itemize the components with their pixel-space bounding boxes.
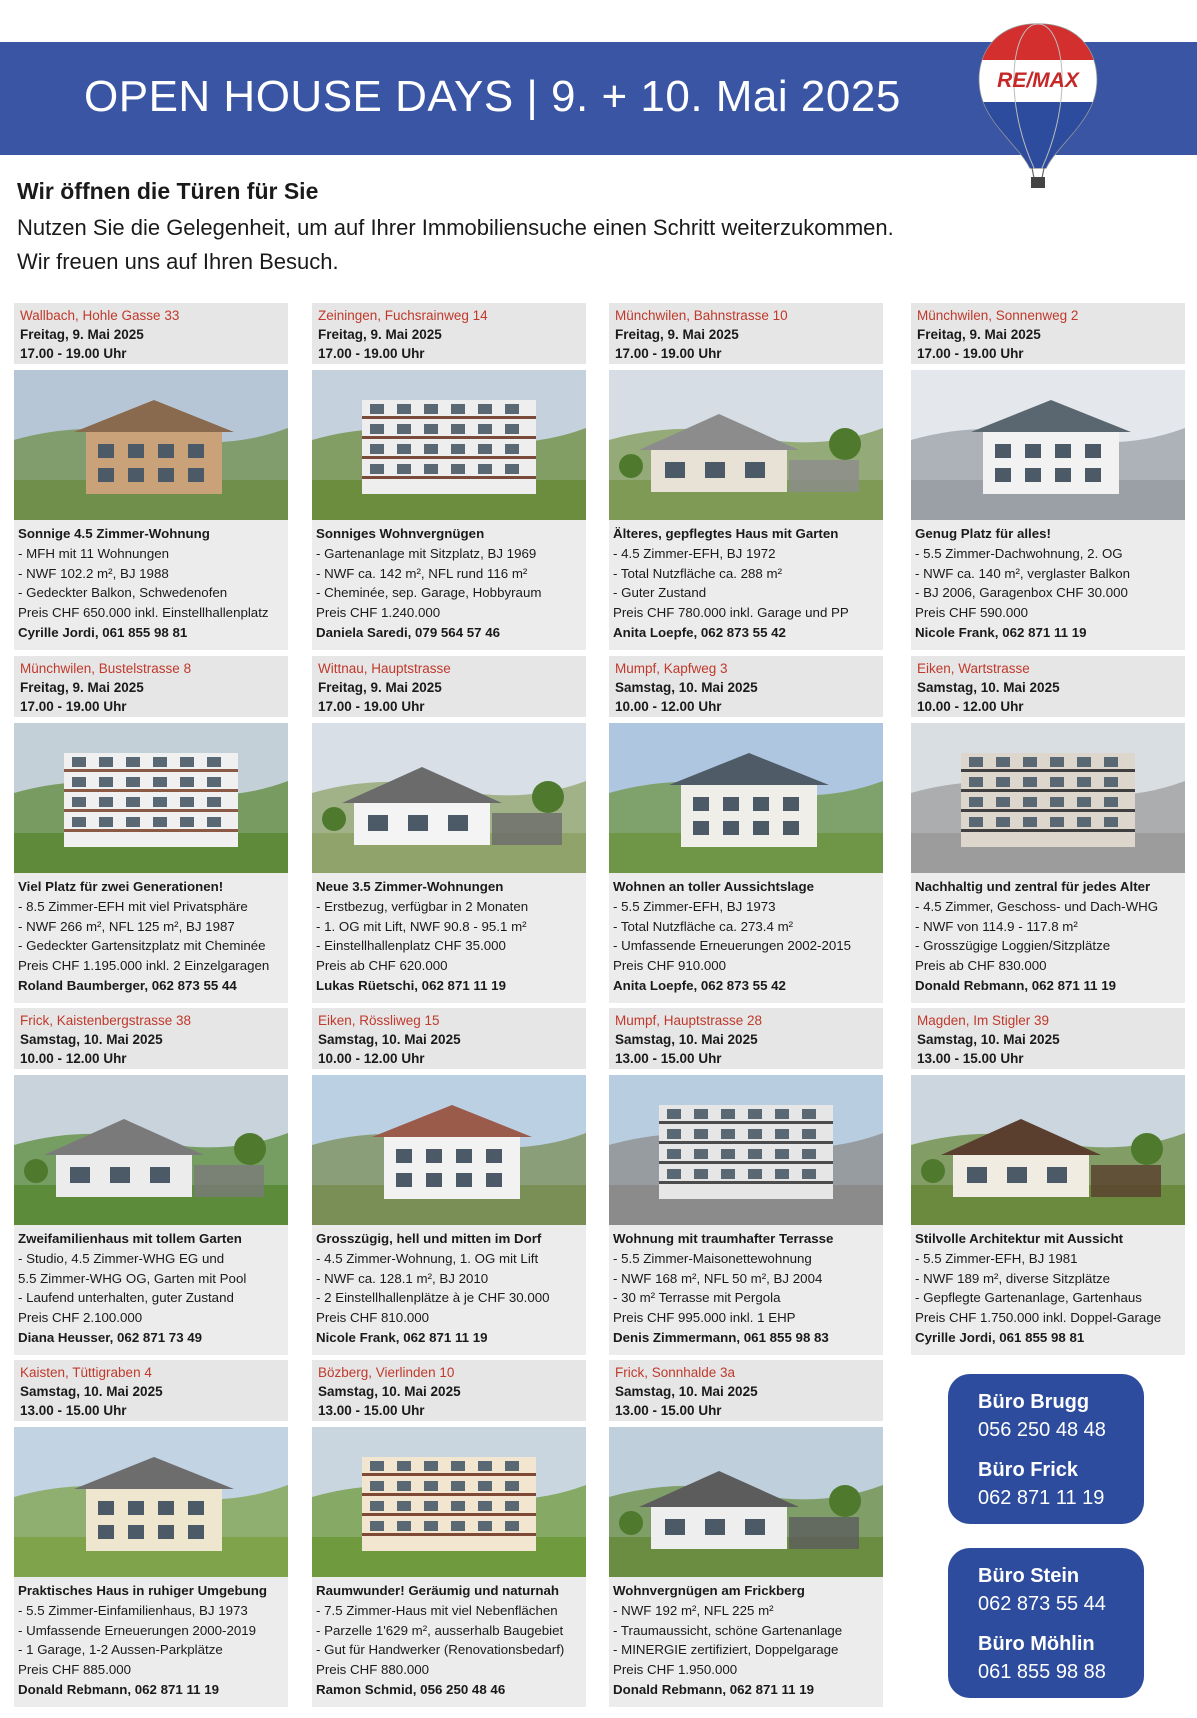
listing-location: Frick, Sonnhalde 3a <box>615 1365 736 1380</box>
listing-date: Samstag, 10. Mai 2025 <box>615 1384 758 1399</box>
listing-time: 13.00 - 15.00 Uhr <box>615 1403 722 1418</box>
listing-detail-line: - 30 m² Terrasse mit Pergola <box>613 1290 781 1306</box>
listing-time: 10.00 - 12.00 Uhr <box>318 1051 425 1066</box>
listing-date: Samstag, 10. Mai 2025 <box>20 1032 163 1047</box>
listing-title: Viel Platz für zwei Generationen! <box>18 879 224 894</box>
listing-header <box>312 656 586 717</box>
listing-detail-line: - Gepflegte Gartenanlage, Gartenhaus <box>915 1290 1142 1306</box>
intro-line: Nutzen Sie die Gelegenheit, um auf Ihrer Immobiliensuche einen Schritt weiterzukommen. <box>17 215 894 240</box>
listing-title: Genug Platz für alles! <box>915 526 1051 541</box>
listing-detail-line: - NWF 168 m², NFL 50 m², BJ 2004 <box>613 1270 823 1286</box>
listing-title: Zweifamilienhaus mit tollem Garten <box>18 1231 242 1246</box>
property-photo <box>911 370 1185 520</box>
listing-header <box>312 1008 586 1069</box>
listing-time: 17.00 - 19.00 Uhr <box>20 346 127 361</box>
property-photo <box>911 723 1185 873</box>
listing-header <box>312 303 586 364</box>
listing-contact: Donald Rebmann, 062 871 11 19 <box>18 1681 220 1697</box>
listing-details <box>14 1577 288 1707</box>
property-photo <box>14 1075 288 1225</box>
listing-detail-line: - 5.5 Zimmer-Maisonettewohnung <box>613 1250 812 1266</box>
listing-time: 13.00 - 15.00 Uhr <box>615 1051 722 1066</box>
listing-detail-line: - Gut für Handwerker (Renovationsbedarf) <box>316 1642 565 1658</box>
intro-line: Wir freuen uns auf Ihren Besuch. <box>17 249 339 274</box>
listing-card <box>14 1008 288 1355</box>
listing-card <box>911 656 1185 1003</box>
listing-time: 17.00 - 19.00 Uhr <box>917 346 1024 361</box>
listing-detail-line: - Traumaussicht, schöne Gartenanlage <box>613 1622 843 1638</box>
listing-title: Raumwunder! Geräumig und naturnah <box>316 1583 560 1598</box>
listing-location: Wittnau, Hauptstrasse <box>318 661 451 676</box>
listing-header <box>312 1360 586 1421</box>
listing-detail-line: - Parzelle 1'629 m², ausserhalb Baugebiet <box>316 1622 564 1638</box>
listing-title: Sonnige 4.5 Zimmer-Wohnung <box>18 526 210 541</box>
listing-detail-line: - Laufend unterhalten, guter Zustand <box>18 1290 234 1306</box>
listing-detail-line: - 4.5 Zimmer-EFH, BJ 1972 <box>613 545 776 561</box>
listing-card <box>312 1008 586 1355</box>
listing-time: 17.00 - 19.00 Uhr <box>318 699 425 714</box>
listing-detail-line: Preis CHF 885.000 <box>18 1662 132 1678</box>
listing-detail-line: - 4.5 Zimmer, Geschoss- und Dach-WHG <box>915 898 1159 914</box>
listing-location: Kaisten, Tüttigraben 4 <box>20 1365 152 1380</box>
listing-contact: Cyrille Jordi, 061 855 98 81 <box>18 624 188 640</box>
listing-card <box>609 303 883 650</box>
property-photo <box>312 723 586 873</box>
listing-detail-line: - 1. OG mit Lift, NWF 90.8 - 95.1 m² <box>316 918 527 934</box>
listing-detail-line: - Cheminée, sep. Garage, Hobbyraum <box>316 585 542 601</box>
listing-detail-line: Preis CHF 650.000 inkl. Einstellhallenplatz <box>18 605 269 621</box>
listing-contact: Anita Loepfe, 062 873 55 42 <box>613 624 786 640</box>
listing-contact: Roland Baumberger, 062 873 55 44 <box>18 977 237 993</box>
listing-header <box>14 1360 288 1421</box>
listing-detail-line: - NWF 102.2 m², BJ 1988 <box>18 565 169 581</box>
listing-location: Eiken, Rössliweg 15 <box>318 1013 440 1028</box>
intro-section <box>17 178 894 279</box>
listing-detail-line: - 5.5 Zimmer-Einfamilienhaus, BJ 1973 <box>18 1602 248 1618</box>
listing-contact: Lukas Rüetschi, 062 871 11 19 <box>316 977 506 993</box>
listing-details <box>14 1225 288 1355</box>
listing-header <box>609 1008 883 1069</box>
office-name: Büro Brugg <box>978 1391 1090 1413</box>
listing-details <box>14 873 288 1003</box>
listing-date: Freitag, 9. Mai 2025 <box>20 327 144 342</box>
listing-detail-line: Preis CHF 1.195.000 inkl. 2 Einzelgaragen <box>18 958 270 974</box>
property-photo <box>911 1075 1185 1225</box>
office-phone: 056 250 48 48 <box>978 1419 1106 1441</box>
office-phone: 062 873 55 44 <box>978 1593 1106 1615</box>
office-contact-box <box>948 1548 1144 1698</box>
listing-detail-line: - 1 Garage, 1-2 Aussen-Parkplätze <box>18 1642 223 1658</box>
listing-detail-line: Preis CHF 880.000 <box>316 1662 430 1678</box>
listing-card <box>609 1360 883 1707</box>
listing-detail-line: - Erstbezug, verfügbar in 2 Monaten <box>316 898 529 914</box>
listing-detail-line: - MINERGIE zertifiziert, Doppelgarage <box>613 1642 839 1658</box>
listing-time: 17.00 - 19.00 Uhr <box>615 346 722 361</box>
listing-detail-line: - Einstellhallenplatz CHF 35.000 <box>316 938 506 954</box>
listing-contact: Nicole Frank, 062 871 11 19 <box>915 624 1087 640</box>
listing-detail-line: - Guter Zustand <box>613 585 707 601</box>
listing-detail-line: Preis CHF 590.000 <box>915 605 1029 621</box>
listing-title: Nachhaltig und zentral für jedes Alter <box>915 879 1151 894</box>
listing-detail-line: - 5.5 Zimmer-EFH, BJ 1981 <box>915 1250 1078 1266</box>
listing-detail-line: Preis CHF 1.240.000 <box>316 605 441 621</box>
listing-contact: Donald Rebmann, 062 871 11 19 <box>915 977 1117 993</box>
listing-detail-line: Preis CHF 1.750.000 inkl. Doppel-Garage <box>915 1310 1162 1326</box>
listing-location: Bözberg, Vierlinden 10 <box>318 1365 455 1380</box>
listing-details <box>911 1225 1185 1355</box>
listing-detail-line: Preis CHF 810.000 <box>316 1310 430 1326</box>
property-photo <box>14 1427 288 1577</box>
listing-time: 17.00 - 19.00 Uhr <box>318 346 425 361</box>
listing-header <box>911 1008 1185 1069</box>
listing-detail-line: Preis CHF 995.000 inkl. 1 EHP <box>613 1310 796 1326</box>
listing-title: Wohnvergnügen am Frickberg <box>613 1583 805 1598</box>
remax-logo-text: RE/MAX <box>997 69 1079 92</box>
office-name: Büro Frick <box>978 1459 1079 1481</box>
office-phone: 062 871 11 19 <box>978 1487 1105 1509</box>
listing-title: Grosszügig, hell und mitten im Dorf <box>316 1231 542 1246</box>
listing-details <box>609 1225 883 1355</box>
listing-contact: Denis Zimmermann, 061 855 98 83 <box>613 1329 829 1345</box>
listing-detail-line: - Gartenanlage mit Sitzplatz, BJ 1969 <box>316 545 537 561</box>
office-name: Büro Stein <box>978 1565 1080 1587</box>
listing-detail-line: - Total Nutzfläche ca. 288 m² <box>613 565 782 581</box>
listing-contact: Cyrille Jordi, 061 855 98 81 <box>915 1329 1085 1345</box>
listing-detail-line: Preis ab CHF 620.000 <box>316 958 448 974</box>
listing-location: Münchwilen, Sonnenweg 2 <box>917 308 1079 323</box>
listing-detail-line: Preis ab CHF 830.000 <box>915 958 1047 974</box>
listing-card <box>14 303 288 650</box>
listing-title: Sonniges Wohnvergnügen <box>316 526 485 541</box>
listing-details <box>609 1577 883 1707</box>
listing-title: Wohnung mit traumhafter Terrasse <box>613 1231 834 1246</box>
listing-detail-line: - 8.5 Zimmer-EFH mit viel Privatsphäre <box>18 898 248 914</box>
listing-location: Münchwilen, Bustelstrasse 8 <box>20 661 192 676</box>
listing-detail-line: - NWF 266 m², NFL 125 m², BJ 1987 <box>18 918 235 934</box>
listing-time: 17.00 - 19.00 Uhr <box>20 699 127 714</box>
listing-detail-line: - 7.5 Zimmer-Haus mit viel Nebenflächen <box>316 1602 558 1618</box>
listing-date: Samstag, 10. Mai 2025 <box>20 1384 163 1399</box>
property-photo <box>312 1427 586 1577</box>
listing-card <box>911 1008 1185 1355</box>
office-phone: 061 855 98 88 <box>978 1661 1106 1683</box>
intro-heading: Wir öffnen die Türen für Sie <box>17 178 319 204</box>
listing-date: Freitag, 9. Mai 2025 <box>20 680 144 695</box>
listing-card <box>609 656 883 1003</box>
listing-date: Samstag, 10. Mai 2025 <box>318 1032 461 1047</box>
listing-contact: Nicole Frank, 062 871 11 19 <box>316 1329 488 1345</box>
listing-title: Neue 3.5 Zimmer-Wohnungen <box>316 879 504 894</box>
listing-contact: Daniela Saredi, 079 564 57 46 <box>316 624 501 640</box>
listing-detail-line: - Total Nutzfläche ca. 273.4 m² <box>613 918 794 934</box>
listing-location: Münchwilen, Bahnstrasse 10 <box>615 308 788 323</box>
listing-header <box>14 1008 288 1069</box>
listing-time: 13.00 - 15.00 Uhr <box>917 1051 1024 1066</box>
listing-details <box>312 1577 586 1707</box>
listing-time: 10.00 - 12.00 Uhr <box>20 1051 127 1066</box>
listing-date: Samstag, 10. Mai 2025 <box>318 1384 461 1399</box>
listing-date: Freitag, 9. Mai 2025 <box>318 327 442 342</box>
property-photo <box>609 1075 883 1225</box>
listing-date: Freitag, 9. Mai 2025 <box>318 680 442 695</box>
listing-date: Freitag, 9. Mai 2025 <box>917 327 1041 342</box>
listing-detail-line: - Umfassende Erneuerungen 2000-2019 <box>18 1622 257 1638</box>
listing-details <box>911 520 1185 650</box>
listing-contact: Diana Heusser, 062 871 73 49 <box>18 1329 203 1345</box>
listing-date: Freitag, 9. Mai 2025 <box>615 327 739 342</box>
listing-detail-line: - 5.5 Zimmer-Dachwohnung, 2. OG <box>915 545 1123 561</box>
listing-detail-line: Preis CHF 1.950.000 <box>613 1662 738 1678</box>
property-photo <box>14 723 288 873</box>
listing-details <box>911 873 1185 1003</box>
listing-header <box>609 303 883 364</box>
listing-detail-line: - 4.5 Zimmer-Wohnung, 1. OG mit Lift <box>316 1250 539 1266</box>
listing-header <box>911 303 1185 364</box>
listing-location: Frick, Kaistenbergstrasse 38 <box>20 1013 192 1028</box>
listing-card <box>14 656 288 1003</box>
listing-location: Wallbach, Hohle Gasse 33 <box>20 308 180 323</box>
listing-contact: Donald Rebmann, 062 871 11 19 <box>613 1681 815 1697</box>
listing-detail-line: 5.5 Zimmer-WHG OG, Garten mit Pool <box>18 1270 247 1286</box>
listing-detail-line: Preis CHF 2.100.000 <box>18 1310 143 1326</box>
listing-details <box>312 520 586 650</box>
listing-header <box>609 1360 883 1421</box>
listing-details <box>312 1225 586 1355</box>
listing-header <box>609 656 883 717</box>
listing-detail-line: - MFH mit 11 Wohnungen <box>18 545 170 561</box>
listing-detail-line: - Umfassende Erneuerungen 2002-2015 <box>613 938 852 954</box>
listing-time: 13.00 - 15.00 Uhr <box>20 1403 127 1418</box>
property-photo <box>609 370 883 520</box>
property-photo <box>609 723 883 873</box>
listing-detail-line: Preis CHF 780.000 inkl. Garage und PP <box>613 605 849 621</box>
listing-details <box>609 873 883 1003</box>
listing-location: Magden, Im Stigler 39 <box>917 1013 1050 1028</box>
listing-time: 13.00 - 15.00 Uhr <box>318 1403 425 1418</box>
listing-header <box>14 656 288 717</box>
remax-balloon-logo <box>972 18 1104 194</box>
listing-header <box>911 656 1185 717</box>
listing-details <box>609 520 883 650</box>
listing-location: Zeiningen, Fuchsrainweg 14 <box>318 308 488 323</box>
listing-time: 10.00 - 12.00 Uhr <box>917 699 1024 714</box>
listing-details <box>312 873 586 1003</box>
listing-detail-line: - Grosszügige Loggien/Sitzplätze <box>915 938 1111 954</box>
property-photo <box>609 1427 883 1577</box>
listing-title: Stilvolle Architektur mit Aussicht <box>915 1231 1124 1246</box>
listing-time: 10.00 - 12.00 Uhr <box>615 699 722 714</box>
listing-location: Mumpf, Kapfweg 3 <box>615 661 728 676</box>
listing-title: Wohnen an toller Aussichtslage <box>613 879 814 894</box>
listing-detail-line: - BJ 2006, Garagenbox CHF 30.000 <box>915 585 1128 601</box>
listing-card <box>312 656 586 1003</box>
listing-card <box>14 1360 288 1707</box>
property-photo <box>312 1075 586 1225</box>
listing-detail-line: - NWF ca. 142 m², NFL rund 116 m² <box>316 565 528 581</box>
listing-location: Mumpf, Hauptstrasse 28 <box>615 1013 763 1028</box>
listing-detail-line: - 5.5 Zimmer-EFH, BJ 1973 <box>613 898 776 914</box>
listing-location: Eiken, Wartstrasse <box>917 661 1030 676</box>
listing-contact: Anita Loepfe, 062 873 55 42 <box>613 977 786 993</box>
listing-date: Samstag, 10. Mai 2025 <box>917 1032 1060 1047</box>
listing-detail-line: - NWF 189 m², diverse Sitzplätze <box>915 1270 1111 1286</box>
listing-detail-line: Preis CHF 910.000 <box>613 958 727 974</box>
listing-detail-line: - NWF ca. 128.1 m², BJ 2010 <box>316 1270 489 1286</box>
office-contact-box <box>948 1374 1144 1524</box>
page-title: OPEN HOUSE DAYS | 9. + 10. Mai 2025 <box>84 72 901 121</box>
listing-detail-line: - Gedeckter Gartensitzplatz mit Cheminée <box>18 938 266 954</box>
listing-detail-line: - Gedeckter Balkon, Schwedenofen <box>18 585 228 601</box>
listing-card <box>609 1008 883 1355</box>
listing-contact: Ramon Schmid, 056 250 48 46 <box>316 1681 506 1697</box>
listing-detail-line: - NWF von 114.9 - 117.8 m² <box>915 918 1078 934</box>
listing-date: Samstag, 10. Mai 2025 <box>917 680 1060 695</box>
listing-card <box>312 1360 586 1707</box>
listing-header <box>14 303 288 364</box>
listing-card <box>312 303 586 650</box>
listing-detail-line: - Studio, 4.5 Zimmer-WHG EG und <box>18 1250 225 1266</box>
listing-title: Älteres, gepflegtes Haus mit Garten <box>613 526 839 541</box>
property-photo <box>312 370 586 520</box>
listing-date: Samstag, 10. Mai 2025 <box>615 1032 758 1047</box>
listing-date: Samstag, 10. Mai 2025 <box>615 680 758 695</box>
listing-card <box>911 303 1185 650</box>
property-photo <box>14 370 288 520</box>
listing-title: Praktisches Haus in ruhiger Umgebung <box>18 1583 268 1598</box>
office-name: Büro Möhlin <box>978 1633 1095 1655</box>
listing-detail-line: - NWF ca. 140 m², verglaster Balkon <box>915 565 1131 581</box>
listing-detail-line: - NWF 192 m², NFL 225 m² <box>613 1602 774 1618</box>
listing-detail-line: - 2 Einstellhallenplätze à je CHF 30.000 <box>316 1290 550 1306</box>
listing-details <box>14 520 288 650</box>
